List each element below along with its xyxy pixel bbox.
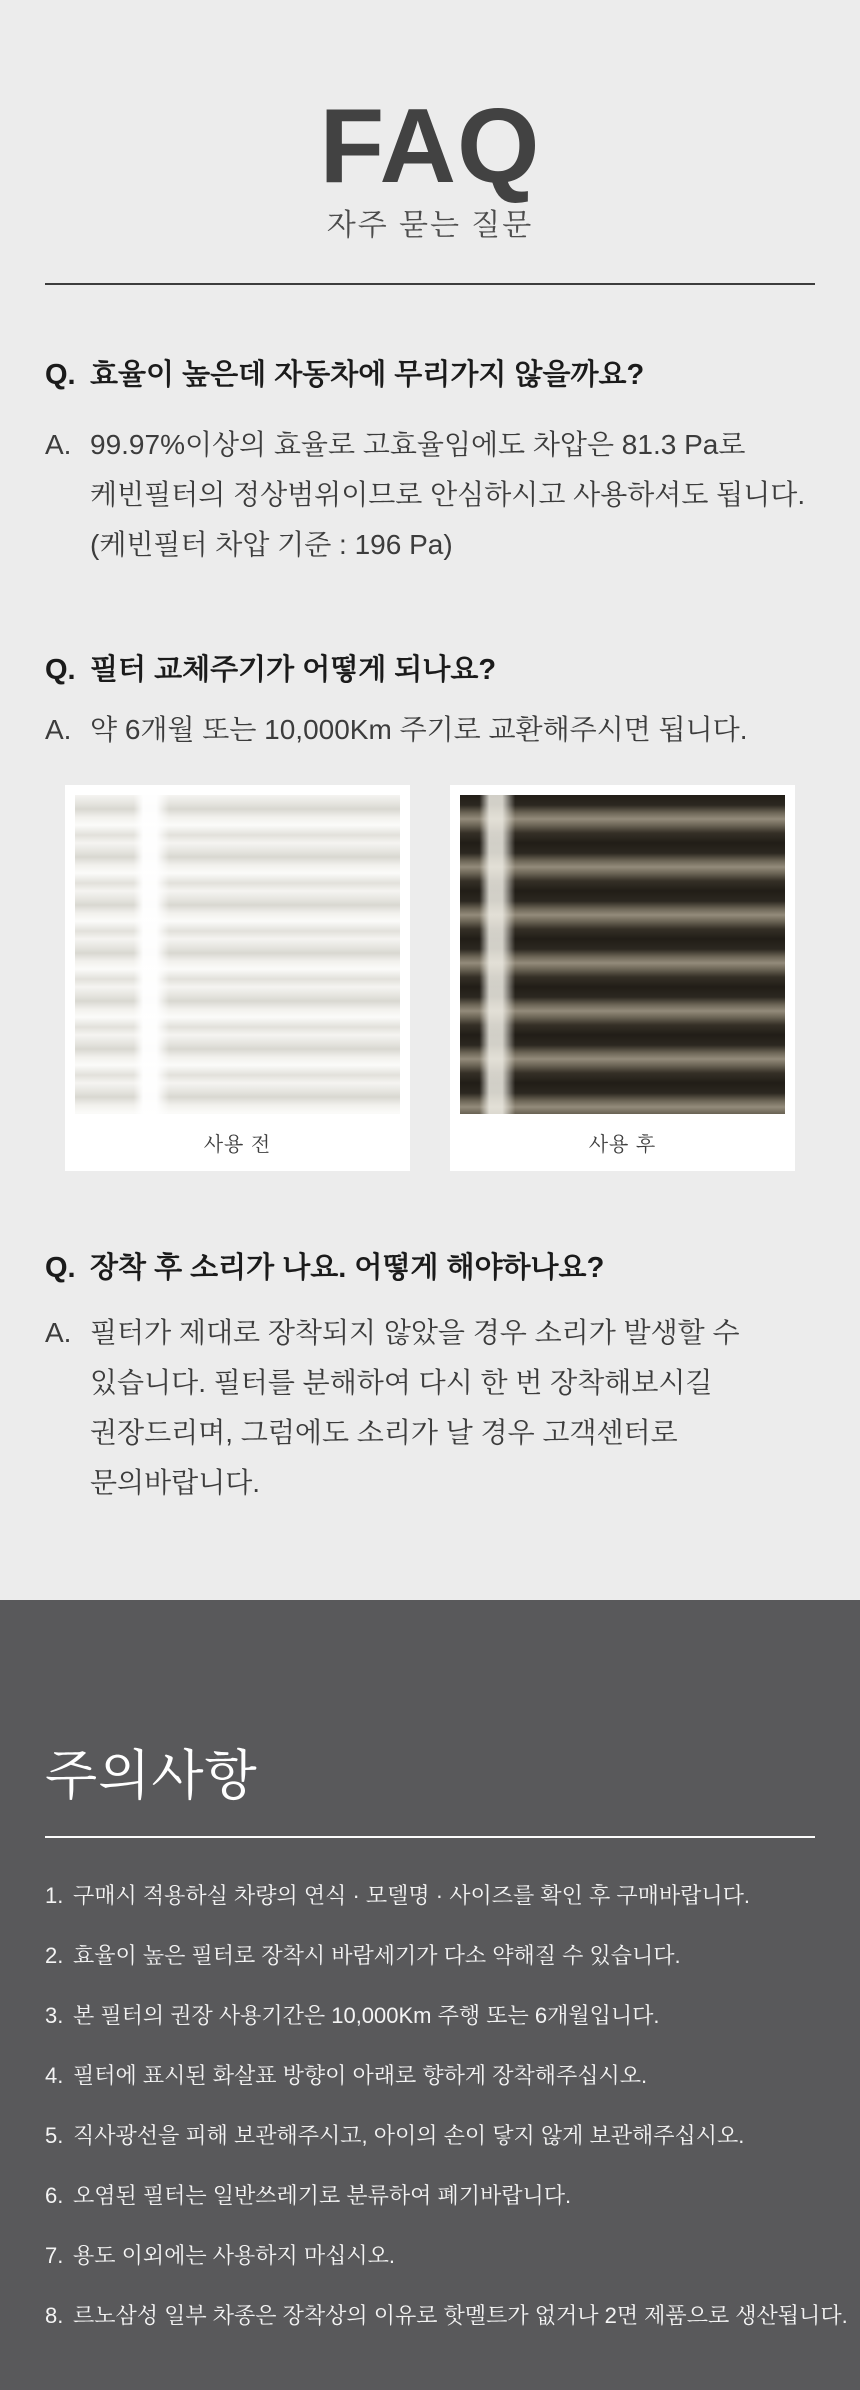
caution-number: 1. bbox=[45, 1883, 64, 1908]
caution-item bbox=[45, 2226, 815, 2286]
after-filter-label: 사용 후 bbox=[588, 1134, 657, 1156]
cautions-title-underline bbox=[45, 1836, 815, 1838]
filter-comparison-row bbox=[45, 785, 815, 1171]
caution-text: 직사광선을 피해 보관해주시고, 아이의 손이 닿지 않게 보관해주십시오. bbox=[73, 2123, 745, 2148]
answer-prefix: A. bbox=[45, 429, 72, 460]
caution-item bbox=[45, 1986, 815, 2046]
faq-answer bbox=[45, 420, 815, 570]
cautions-list bbox=[45, 1866, 848, 2346]
caution-text: 효율이 높은 필터로 장착시 바람세기가 다소 약해질 수 있습니다. bbox=[73, 1943, 681, 1968]
faq-question bbox=[45, 355, 815, 395]
cautions-section bbox=[0, 1600, 860, 2390]
caution-item bbox=[45, 1926, 815, 1986]
before-filter-photo bbox=[75, 795, 400, 1114]
caution-text: 구매시 적용하실 차량의 연식 · 모델명 · 사이즈를 확인 후 구매바랍니다. bbox=[73, 1883, 750, 1908]
faq-question bbox=[45, 1248, 815, 1288]
filter-card-before bbox=[65, 785, 410, 1171]
caution-number: 7. bbox=[45, 2243, 64, 2268]
caution-text: 필터에 표시된 화살표 방향이 아래로 향하게 장착해주십시오. bbox=[73, 2063, 648, 2088]
caution-item bbox=[45, 1866, 815, 1926]
answer-line: 권장드리며, 그럼에도 소리가 날 경우 고객센터로 bbox=[90, 1417, 678, 1448]
caution-number: 8. bbox=[45, 2303, 64, 2328]
answer-lines bbox=[90, 705, 748, 755]
page-title: FAQ bbox=[319, 87, 541, 205]
faq-answer bbox=[45, 705, 815, 755]
answer-line: 99.97%이상의 효율로 고효율임에도 차압은 81.3 Pa로 bbox=[90, 429, 746, 460]
caution-item bbox=[45, 2166, 815, 2226]
page-subtitle: 자주 묻는 질문 bbox=[326, 209, 534, 242]
faq-header bbox=[45, 0, 815, 244]
filter-card-after bbox=[450, 785, 795, 1171]
faq-item-2 bbox=[45, 650, 815, 755]
caution-text: 오염된 필터는 일반쓰레기로 분류하여 폐기바랍니다. bbox=[73, 2183, 572, 2208]
answer-lines bbox=[90, 420, 805, 570]
caution-text: 본 필터의 권장 사용기간은 10,000Km 주행 또는 6개월입니다. bbox=[73, 2003, 660, 2028]
answer-line: (케빈필터 차압 기준 : 196 Pa) bbox=[90, 529, 453, 560]
caution-item bbox=[45, 2286, 848, 2346]
before-filter-label: 사용 전 bbox=[203, 1134, 272, 1156]
question-prefix: Q. bbox=[45, 1252, 76, 1284]
answer-line: 필터가 제대로 장착되지 않았을 경우 소리가 발생할 수 bbox=[90, 1317, 740, 1348]
question-text: 효율이 높은데 자동차에 무리가지 않을까요? bbox=[90, 359, 645, 391]
cautions-title: 주의사항 bbox=[45, 1746, 258, 1806]
question-text: 필터 교체주기가 어떻게 되나요? bbox=[90, 654, 497, 686]
header-divider bbox=[45, 283, 815, 285]
answer-line: 문의바랍니다. bbox=[90, 1467, 261, 1498]
answer-lines bbox=[90, 1308, 740, 1508]
caution-item bbox=[45, 2046, 815, 2106]
answer-prefix: A. bbox=[45, 1317, 72, 1348]
caution-text: 르노삼성 일부 차종은 장착상의 이유로 핫멜트가 없거나 2면 제품으로 생산됩니다. bbox=[73, 2303, 848, 2328]
answer-prefix: A. bbox=[45, 714, 72, 745]
answer-line: 케빈필터의 정상범위이므로 안심하시고 사용하셔도 됩니다. bbox=[90, 479, 806, 510]
caution-number: 5. bbox=[45, 2123, 64, 2148]
caution-number: 2. bbox=[45, 1943, 64, 1968]
caution-text: 용도 이외에는 사용하지 마십시오. bbox=[73, 2243, 395, 2268]
caution-number: 6. bbox=[45, 2183, 64, 2208]
answer-line: 있습니다. 필터를 분해하여 다시 한 번 장착해보시길 bbox=[90, 1367, 713, 1398]
question-prefix: Q. bbox=[45, 359, 76, 391]
after-filter-photo bbox=[460, 795, 785, 1114]
faq-item-1 bbox=[45, 355, 815, 570]
faq-answer bbox=[45, 1308, 815, 1508]
caution-number: 3. bbox=[45, 2003, 64, 2028]
question-text: 장착 후 소리가 나요. 어떻게 해야하나요? bbox=[90, 1252, 605, 1284]
faq-question bbox=[45, 650, 815, 690]
caution-item bbox=[45, 2106, 815, 2166]
question-prefix: Q. bbox=[45, 654, 76, 686]
caution-number: 4. bbox=[45, 2063, 64, 2088]
answer-line: 약 6개월 또는 10,000Km 주기로 교환해주시면 됩니다. bbox=[90, 714, 748, 745]
faq-item-3 bbox=[45, 1248, 815, 1508]
